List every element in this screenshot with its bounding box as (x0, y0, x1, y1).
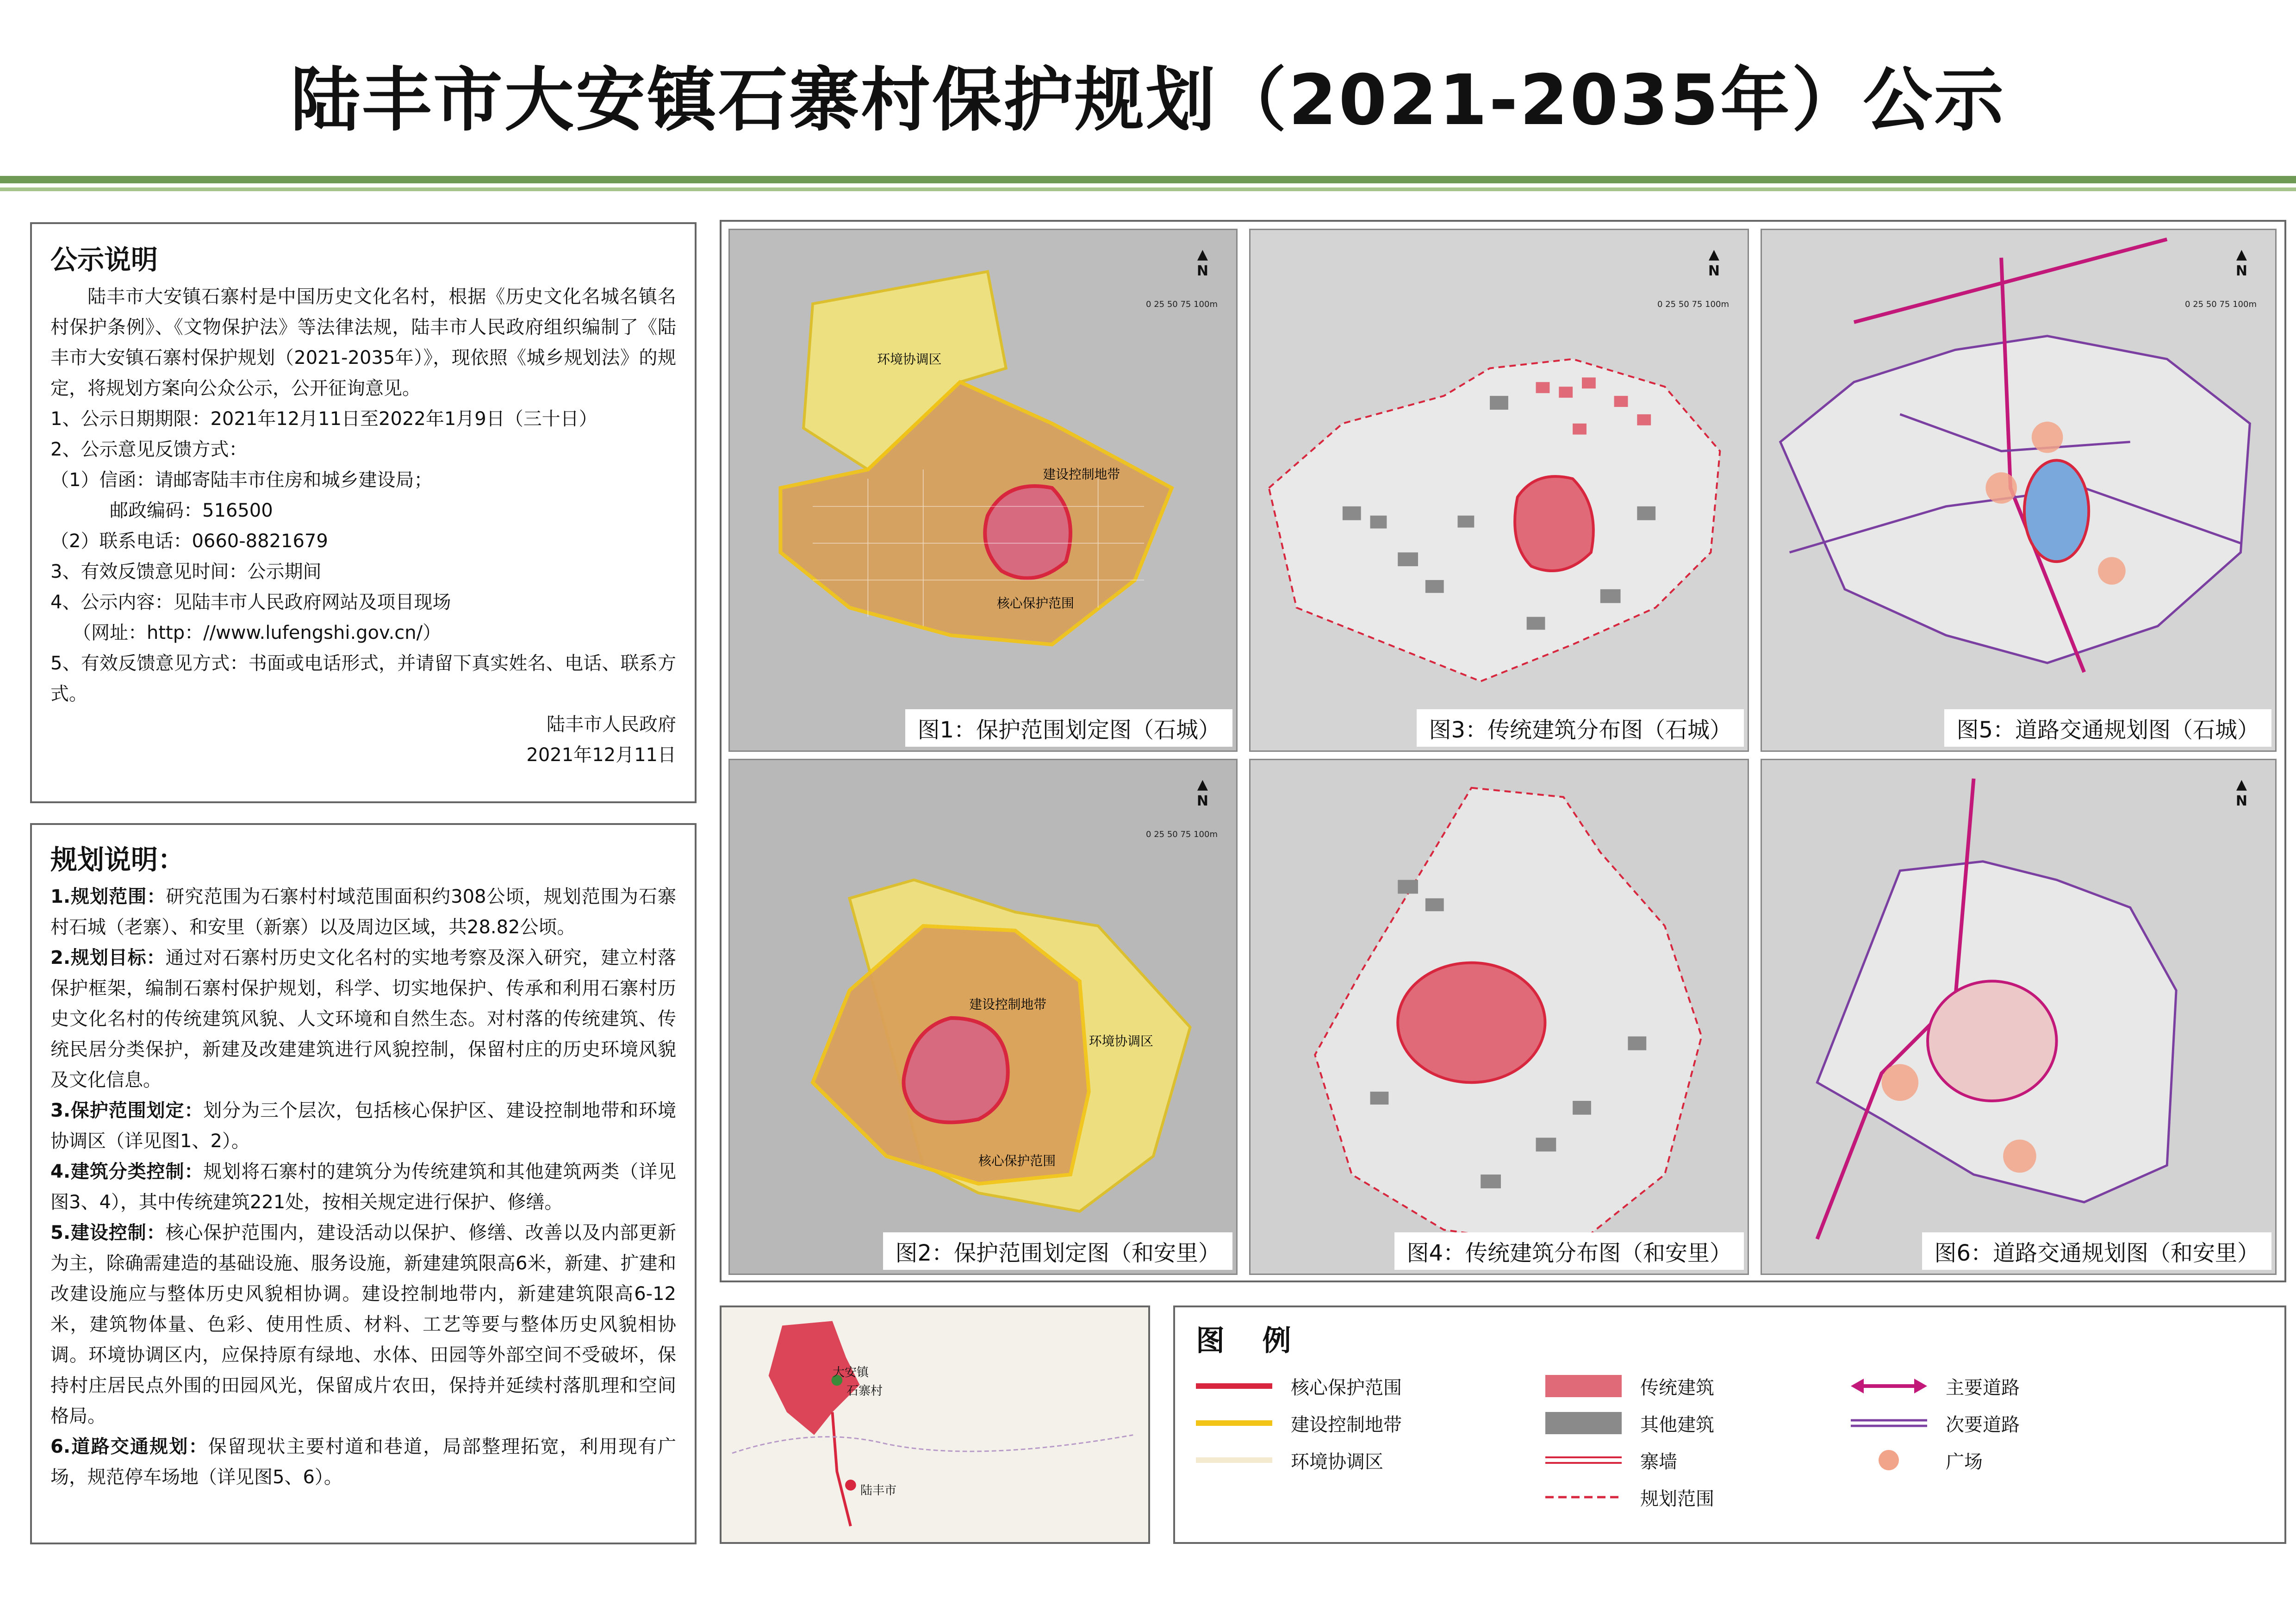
north-arrow-icon: ▲ N (2235, 246, 2247, 279)
other-building-icon (1545, 1412, 1622, 1434)
plan-panel (30, 823, 697, 1544)
legend-item: 主要道路 (1851, 1372, 2020, 1400)
plan-item (50, 1095, 676, 1156)
scale-bar: 0 25 50 75 100m (2185, 300, 2257, 309)
legend-item: 广场 (1851, 1446, 1983, 1474)
legend-item: 寨墙 (1545, 1446, 1677, 1474)
notice-intro: 陆丰市大安镇石寨村是中国历史文化名村，根据《历史文化名城名镇名村保护条例》、《文物保护法》等法律法规，陆丰市人民政府组织编制了《陆丰市大安镇石寨村保护规划（2021-2035年）》，现依照《城乡规划法》的规定，将规划方案向公众公示，公开征询意见。 (50, 286, 676, 399)
notice-item: （网址：http：//www.lufengshi.gov.cn/） (73, 622, 442, 643)
map1-label-control: 建设控制地带 (1043, 467, 1120, 482)
plan-heading: 规划说明： (50, 844, 185, 875)
map-caption: 图2：保护范围划定图（和安里） (883, 1232, 1232, 1270)
map-buildings-shicheng (1249, 229, 1749, 752)
legend (1173, 1305, 2286, 1544)
notice-item: （1）信函：请邮寄陆丰市住房和城乡建设局； (50, 469, 433, 491)
planning-boundary-icon (1545, 1486, 1622, 1508)
plan-item (50, 1156, 676, 1218)
title-divider-light (0, 187, 2296, 191)
plan-item-text: 划分为三个层次，包括核心保护区、建设控制地带和环境协调区（详见图1、2）。 (50, 1100, 677, 1152)
scale-bar: 0 25 50 75 100m (1146, 830, 1218, 839)
location-label: 大安镇 (833, 1366, 869, 1380)
location-label: 石寨村 (846, 1384, 883, 1398)
location-map (720, 1305, 1150, 1544)
env-boundary-icon (1196, 1449, 1272, 1471)
map-caption: 图1：保护范围划定图（石城） (905, 709, 1232, 747)
plan-item-text: 研究范围为石寨村村域范围面积约308公顷，规划范围为石寨村石城（老寨）、和安里（新寨）以及周边区域，共28.82公顷。 (50, 886, 676, 938)
notice-panel (30, 222, 697, 803)
plan-item-key: 2.规划目标： (50, 947, 166, 968)
roads-map-svg-2 (1762, 760, 2275, 1274)
map2-label-core: 核心保护范围 (978, 1153, 1056, 1169)
traditional-building-icon (1545, 1375, 1622, 1397)
plan-item-key: 5.建设控制： (50, 1222, 166, 1243)
legend-item: 环境协调区 (1196, 1446, 1383, 1474)
legend-item: 规划范围 (1545, 1483, 1714, 1511)
plan-item-text: 保留现状主要村道和巷道，局部整理拓宽，利用现有广场，规范停车场地（详见图5、6）。 (50, 1436, 676, 1488)
map-protection-shicheng (728, 229, 1238, 752)
north-arrow-icon: ▲ N (1196, 246, 1208, 279)
legend-item: 建设控制地带 (1196, 1409, 1402, 1437)
map1-label-core: 核心保护范围 (996, 595, 1074, 611)
map-roads-shicheng (1761, 229, 2277, 752)
legend-heading: 图 例 (1196, 1324, 1305, 1357)
notice-heading: 公示说明 (50, 244, 158, 275)
legend-item: 次要道路 (1851, 1409, 2020, 1437)
plan-item-text: 核心保护范围内，建设活动以保护、修缮、改善以及内部更新为主，除确需建造的基础设施、服务设施，新建建筑限高6米，新建、扩建和改建设施应与整体历史风貌相协调。建设控制地带内，新建建筑限高6-12米，建筑物体量、色彩、使用性质、材料、工艺等要与整体历史风貌相协调。环境协调区内，应保持原有绿地、水体、田园等外部空间不受破坏，保持村庄居民点外围的田园风光，保留成片农田，保持并延续村落肌理和空间格局。 (50, 1222, 677, 1427)
map2-label-control: 建设控制地带 (969, 997, 1047, 1012)
plan-item (50, 1218, 676, 1431)
plan-item-text: 通过对石寨村历史文化名村的实地考察及深入研究，建立村落保护框架，编制石寨村保护规划，科学、切实地保护、传承和利用石寨村历史文化名村的传统建筑风貌、人文环境和自然生态。对村落的传统建筑、传统民居分类保护，新建及改建建筑进行风貌控制，保留村庄的历史环境风貌及文化信息。 (50, 947, 677, 1091)
map-roads-heanli (1761, 759, 2277, 1275)
plan-item-key: 4.建筑分类控制： (50, 1161, 204, 1182)
map-caption: 图5：道路交通规划图（石城） (1944, 709, 2271, 747)
notice-date: 2021年12月11日 (526, 744, 676, 766)
map2-label-env: 环境协调区 (1089, 1033, 1153, 1049)
buildings-map-svg-2 (1251, 760, 1748, 1274)
notice-item: 5、有效反馈意见方式：书面或电话形式，并请留下真实姓名、电话、联系方式。 (50, 653, 676, 705)
plan-item-key: 3.保护范围划定： (50, 1100, 204, 1121)
map-protection-heanli (728, 759, 1238, 1275)
plan-item-key: 6.道路交通规划： (50, 1436, 208, 1457)
map-caption: 图6：道路交通规划图（和安里） (1922, 1232, 2271, 1270)
notice-item: 3、有效反馈意见时间：公示期间 (50, 561, 322, 582)
scale-bar: 0 25 50 75 100m (1146, 300, 1218, 309)
main-road-arrow-icon (1851, 1375, 1927, 1397)
map-buildings-heanli (1249, 759, 1749, 1275)
map-caption: 图4：传统建筑分布图（和安里） (1394, 1232, 1744, 1270)
location-label: 陆丰市 (860, 1484, 897, 1498)
legend-item: 核心保护范围 (1196, 1372, 1402, 1400)
map-caption: 图3：传统建筑分布图（石城） (1417, 709, 1744, 747)
village-wall-icon (1545, 1449, 1622, 1471)
plan-item-key: 1.规划范围： (50, 886, 166, 907)
notice-item: 4、公示内容：见陆丰市人民政府网站及项目现场 (50, 592, 451, 613)
notice-item: （2）联系电话：0660-8821679 (50, 531, 328, 552)
notice-item: 1、公示日期期限：2021年12月11日至2022年1月9日（三十日） (50, 408, 597, 430)
legend-item: 传统建筑 (1545, 1372, 1714, 1400)
control-boundary-icon (1196, 1412, 1272, 1434)
plan-item (50, 943, 676, 1095)
core-boundary-icon (1196, 1375, 1272, 1397)
page-title: 陆丰市大安镇石寨村保护规划（2021-2035年）公示 (290, 60, 2006, 141)
notice-item: 邮政编码：516500 (110, 500, 273, 521)
north-arrow-icon: ▲ N (1196, 776, 1208, 809)
scale-bar: 0 25 50 75 100m (1657, 300, 1729, 309)
plaza-circle-icon (1851, 1449, 1927, 1471)
legend-item: 其他建筑 (1545, 1409, 1714, 1437)
plan-item-text: 规划将石寨村的建筑分为传统建筑和其他建筑两类（详见图3、4），其中传统建筑221处，按相关规定进行保护、修缮。 (50, 1161, 677, 1213)
north-arrow-icon: ▲ N (2235, 776, 2247, 809)
title-divider (0, 176, 2296, 183)
notice-signer: 陆丰市人民政府 (547, 714, 676, 735)
north-arrow-icon: ▲ N (1708, 246, 1720, 279)
notice-item: 2、公示意见反馈方式： (50, 439, 248, 460)
plan-item (50, 881, 676, 943)
location-map-svg (722, 1307, 1148, 1542)
plan-item (50, 1431, 676, 1493)
secondary-road-icon (1851, 1412, 1927, 1434)
map1-label-env: 环境协调区 (877, 351, 942, 367)
map-grid (720, 220, 2286, 1282)
